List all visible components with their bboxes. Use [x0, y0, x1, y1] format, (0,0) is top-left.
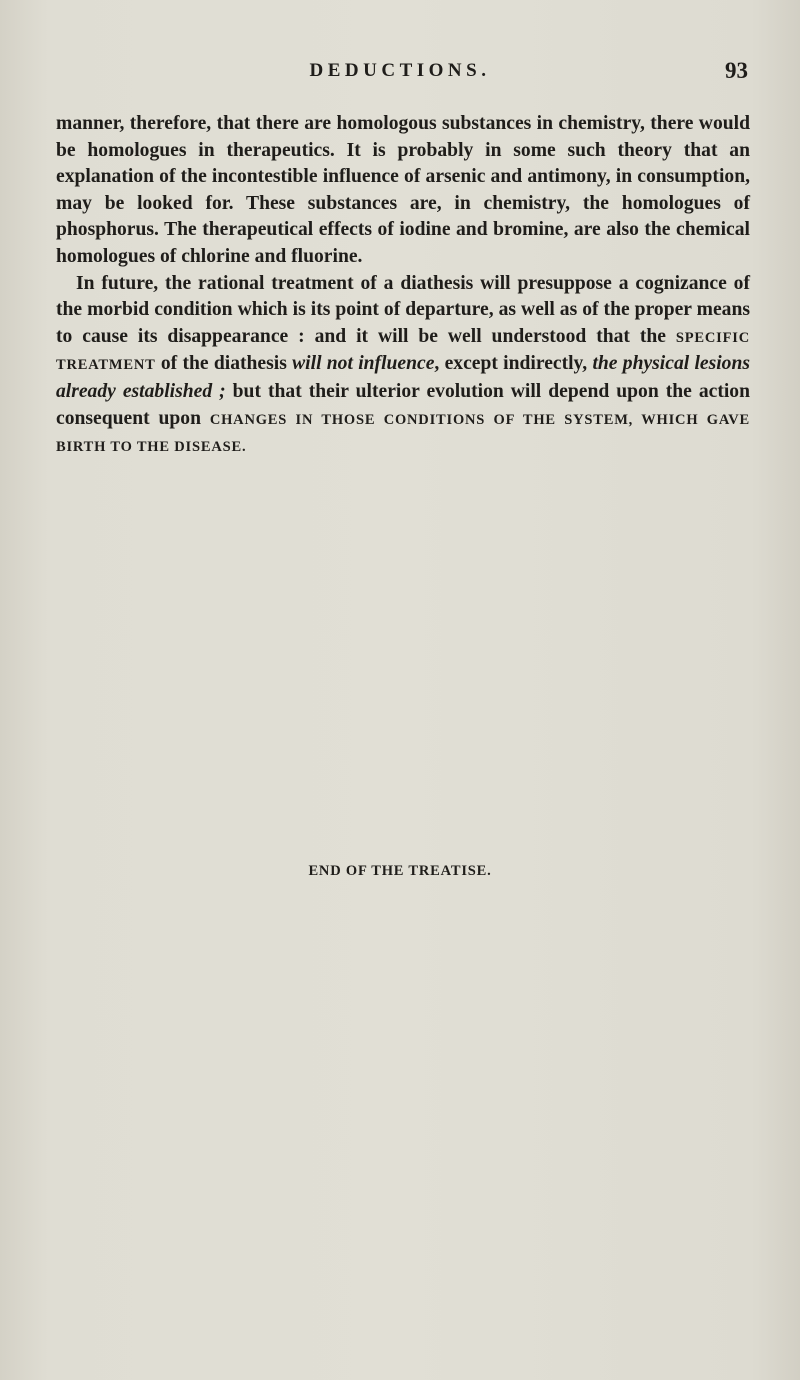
paragraph-2-part-3: , except indirectly, [434, 353, 593, 375]
running-head: DEDUCTIONS. [309, 60, 491, 81]
physical-lesions-italic: the physical lesions already established ; [56, 353, 750, 402]
paragraph-2 [56, 271, 750, 461]
paragraph-2-part-2: of the diathesis [155, 353, 293, 375]
specific-treatment-smallcaps: SPECIFIC TREATMENT [56, 329, 750, 374]
end-of-treatise: END OF THE TREATISE. [308, 863, 492, 879]
body-text [56, 111, 750, 461]
page-header [0, 60, 800, 88]
paragraph-1: manner, therefore, that there are homologous substances in chemistry, there would be homologues in therapeutics. It is probably in some such theory that an explanation of the incontestible influence of arsenic and antimony, in consumption, may be looked for. These substances are, in chemistry, the homologues of phosphorus. The therapeutical effects of iodine and bromine, are also the chemical homologues of chlorine and fluorine. [56, 113, 750, 267]
page-number: 93 [725, 58, 748, 83]
will-not-influence-italic: will not influence [292, 353, 435, 375]
changes-smallcaps: CHANGES IN THOSE CONDITIONS OF THE SYSTEM, WHICH GAVE BIRTH TO THE DISEASE. [56, 411, 750, 456]
paragraph-2-part-4: but that their ulterior evolution will depend upon the action consequent upon [56, 380, 750, 429]
paragraph-2-part-1: In future, the rational treatment of a diathesis will presuppose a cognizance of the morbid condition which is its point of departure, as well as of the proper means to cause its disappearance : and it will be well understood that the [56, 272, 750, 347]
